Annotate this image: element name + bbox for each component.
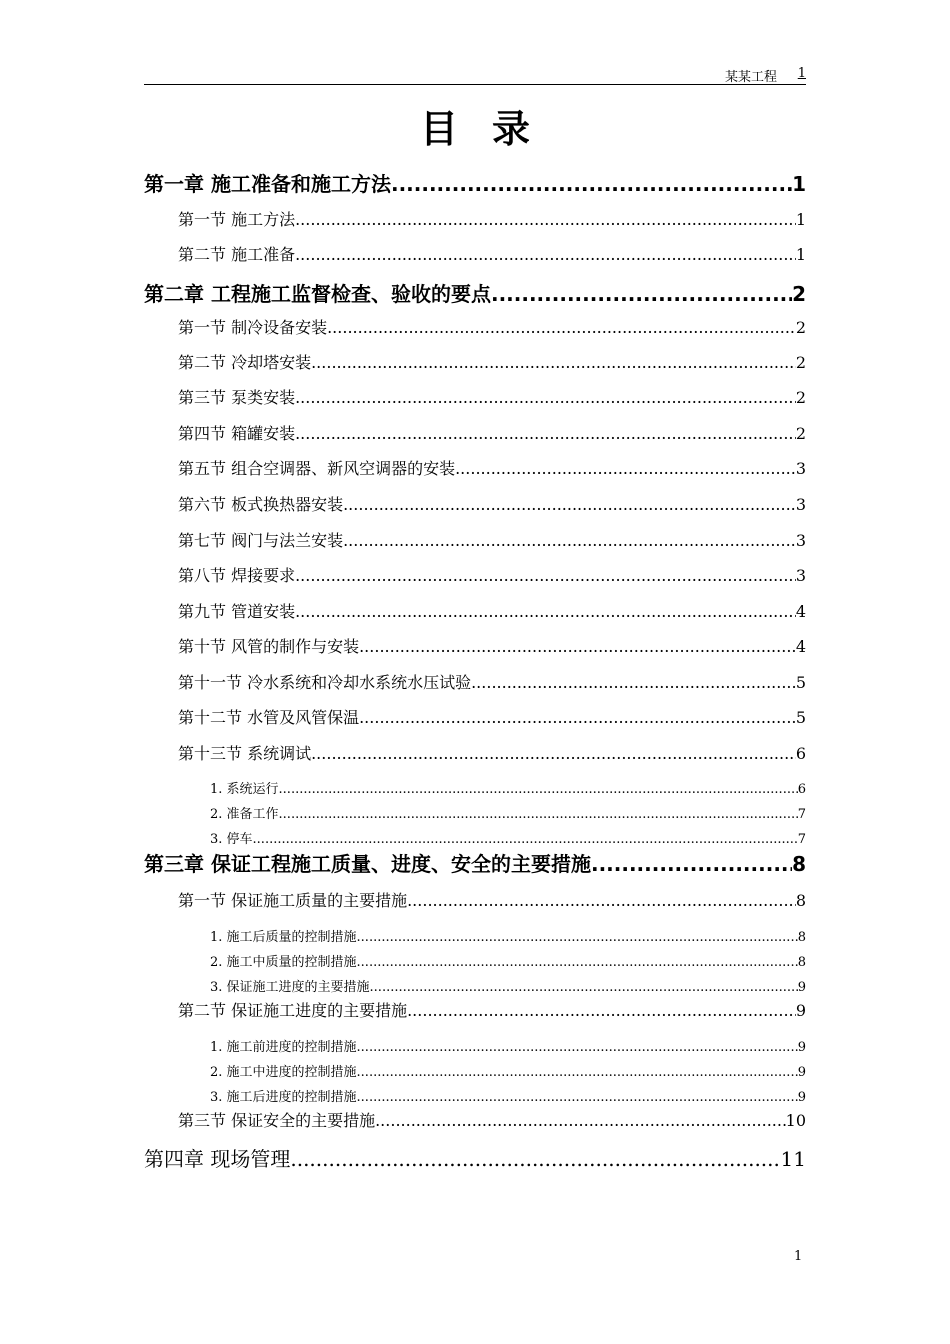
toc-dot-leader: [343, 495, 796, 514]
toc-dot-leader: [343, 531, 796, 550]
toc-entry-page: 9: [795, 1001, 806, 1020]
toc-dot-leader: [357, 955, 798, 970]
toc-entry[interactable]: [210, 951, 806, 970]
toc-entry-label: 第一章 施工准备和施工方法: [144, 172, 391, 196]
toc-entry[interactable]: [210, 778, 806, 797]
toc-entry-page: 7: [797, 832, 806, 847]
toc-entry[interactable]: [178, 456, 806, 479]
toc-dot-leader: [591, 852, 792, 876]
toc-dot-leader: [471, 673, 796, 692]
toc-entry-page: 9: [797, 1065, 806, 1080]
toc-entry[interactable]: [178, 741, 806, 764]
toc-entry[interactable]: [178, 1108, 806, 1131]
toc-entry-page: 8: [795, 891, 806, 910]
toc-entry-page: 8: [797, 930, 806, 945]
toc-dot-leader: [407, 891, 796, 910]
toc-dot-leader: [491, 282, 792, 306]
toc-dot-leader: [327, 318, 796, 337]
toc-dot-leader: [311, 744, 796, 763]
header-company: 某某工程: [724, 70, 777, 85]
toc-entry-label: 第二章 工程施工监督检查、验收的要点: [144, 282, 491, 306]
toc-entry-page: 3: [795, 531, 806, 550]
toc-entry-page: 1: [795, 245, 806, 264]
toc-entry-page: 2: [795, 388, 806, 407]
toc-dot-leader: [375, 1111, 786, 1130]
toc-entry-page: 4: [795, 602, 806, 621]
toc-entry-page: 2: [795, 318, 806, 337]
toc-entry[interactable]: [178, 705, 806, 728]
toc-entry[interactable]: [178, 385, 806, 408]
toc-dot-leader: [295, 602, 796, 621]
toc-entry-label: 第二节 冷却塔安装: [178, 353, 312, 372]
toc-dot-leader: [357, 1090, 798, 1105]
toc-dot-leader: [357, 1065, 798, 1080]
toc-dot-leader: [279, 782, 798, 797]
toc-dot-leader: [370, 980, 798, 995]
toc-entry[interactable]: [178, 492, 806, 515]
toc-entry-page: 11: [780, 1147, 806, 1171]
toc-entry[interactable]: [178, 315, 806, 338]
toc-entry[interactable]: [178, 599, 806, 622]
toc-dot-leader: [391, 172, 792, 196]
toc-entry-page: 2: [792, 282, 806, 306]
toc-dot-leader: [290, 1147, 780, 1171]
toc-entry-label: 第二节 施工准备: [178, 245, 296, 264]
toc-dot-leader: [407, 1001, 796, 1020]
toc-entry[interactable]: [210, 803, 806, 822]
toc-entry-label: 第七节 阀门与法兰安装: [178, 531, 344, 550]
toc-dot-leader: [357, 930, 798, 945]
toc-entry-label: 1. 系统运行: [210, 782, 279, 797]
toc-dot-leader: [359, 708, 796, 727]
toc-entry[interactable]: [178, 528, 806, 551]
toc-entry-label: 2. 施工中质量的控制措施: [210, 955, 357, 970]
toc-entry-page: 9: [797, 1090, 806, 1105]
toc-entry-label: 第十三节 系统调试: [178, 744, 312, 763]
toc-entry[interactable]: [144, 278, 806, 307]
toc-entry[interactable]: [144, 1143, 806, 1172]
toc-entry[interactable]: [144, 168, 806, 197]
toc-entry-page: 6: [797, 782, 806, 797]
toc-entry-page: 3: [795, 459, 806, 478]
toc-entry-label: 第一节 保证施工质量的主要措施: [178, 891, 408, 910]
toc-entry-label: 3. 保证施工进度的主要措施: [210, 980, 370, 995]
toc-entry-label: 第五节 组合空调器、新风空调器的安装: [178, 459, 456, 478]
toc-entry[interactable]: [210, 1036, 806, 1055]
toc-dot-leader: [357, 1040, 798, 1055]
toc-entry[interactable]: [178, 634, 806, 657]
toc-entry[interactable]: [178, 563, 806, 586]
page-header: [144, 62, 806, 85]
header-page-number: 1: [797, 66, 806, 81]
toc-dot-leader: [253, 832, 798, 847]
toc-entry[interactable]: [178, 242, 806, 265]
toc-entry-page: 9: [797, 1040, 806, 1055]
toc-entry[interactable]: [178, 421, 806, 444]
toc-entry[interactable]: [178, 888, 806, 911]
toc-entry-label: 第三章 保证工程施工质量、进度、安全的主要措施: [144, 852, 591, 876]
toc-dot-leader: [279, 807, 798, 822]
toc-dot-leader: [455, 459, 796, 478]
toc-entry-label: 第十二节 水管及风管保温: [178, 708, 360, 727]
toc-entry-page: 9: [797, 980, 806, 995]
toc-entry-page: 3: [795, 495, 806, 514]
toc-dot-leader: [359, 637, 796, 656]
toc-entry[interactable]: [210, 1086, 806, 1105]
toc-entry-label: 第八节 焊接要求: [178, 566, 296, 585]
toc-entry-label: 第十一节 冷水系统和冷却水系统水压试验: [178, 673, 472, 692]
toc-dot-leader: [295, 245, 796, 264]
toc-entry[interactable]: [178, 350, 806, 373]
toc-entry[interactable]: [178, 207, 806, 230]
toc-entry[interactable]: [144, 848, 806, 877]
toc-entry-page: 3: [795, 566, 806, 585]
toc-entry-label: 3. 施工后进度的控制措施: [210, 1090, 357, 1105]
toc-entry-label: 第一节 施工方法: [178, 210, 296, 229]
toc-entry[interactable]: [210, 828, 806, 847]
toc-entry-page: 1: [795, 210, 806, 229]
toc-title: 目录: [419, 107, 564, 151]
toc-entry-page: 8: [797, 955, 806, 970]
toc-entry-label: 第三节 保证安全的主要措施: [178, 1111, 376, 1130]
toc-entry-label: 1. 施工后质量的控制措施: [210, 930, 357, 945]
toc-entry-label: 3. 停车: [210, 832, 253, 847]
toc-entry-label: 第九节 管道安装: [178, 602, 296, 621]
toc-entry-label: 第二节 保证施工进度的主要措施: [178, 1001, 408, 1020]
toc-entry-page: 10: [785, 1111, 806, 1130]
toc-entry-label: 2. 准备工作: [210, 807, 279, 822]
toc-entry-page: 5: [795, 673, 806, 692]
toc-entry-label: 第六节 板式换热器安装: [178, 495, 344, 514]
toc-dot-leader: [295, 566, 796, 585]
toc-entry-page: 4: [795, 637, 806, 656]
toc-entry[interactable]: [210, 1061, 806, 1080]
toc-entry-page: 1: [792, 172, 806, 196]
toc-entry-page: 2: [795, 424, 806, 443]
toc-entry[interactable]: [210, 976, 806, 995]
toc-entry-page: 7: [797, 807, 806, 822]
toc-entry-page: 6: [795, 744, 806, 763]
toc-entry[interactable]: [178, 670, 806, 693]
toc-entry-page: 5: [795, 708, 806, 727]
toc-entry-label: 第十节 风管的制作与安装: [178, 637, 360, 656]
toc-entry-page: 2: [795, 353, 806, 372]
toc-dot-leader: [311, 353, 796, 372]
toc-entry-page: 8: [792, 852, 806, 876]
toc-dot-leader: [295, 210, 796, 229]
toc-entry-label: 第四节 箱罐安装: [178, 424, 296, 443]
toc-entry-label: 1. 施工前进度的控制措施: [210, 1040, 357, 1055]
toc-entry[interactable]: [210, 926, 806, 945]
toc-entry[interactable]: [178, 998, 806, 1021]
toc-dot-leader: [295, 424, 796, 443]
toc-entry-label: 第一节 制冷设备安装: [178, 318, 328, 337]
toc-entry-label: 第四章 现场管理: [144, 1147, 291, 1171]
toc-dot-leader: [295, 388, 796, 407]
footer-page-number: 1: [794, 1249, 803, 1264]
toc-entry-label: 第三节 泵类安装: [178, 388, 296, 407]
toc-entry-label: 2. 施工中进度的控制措施: [210, 1065, 357, 1080]
